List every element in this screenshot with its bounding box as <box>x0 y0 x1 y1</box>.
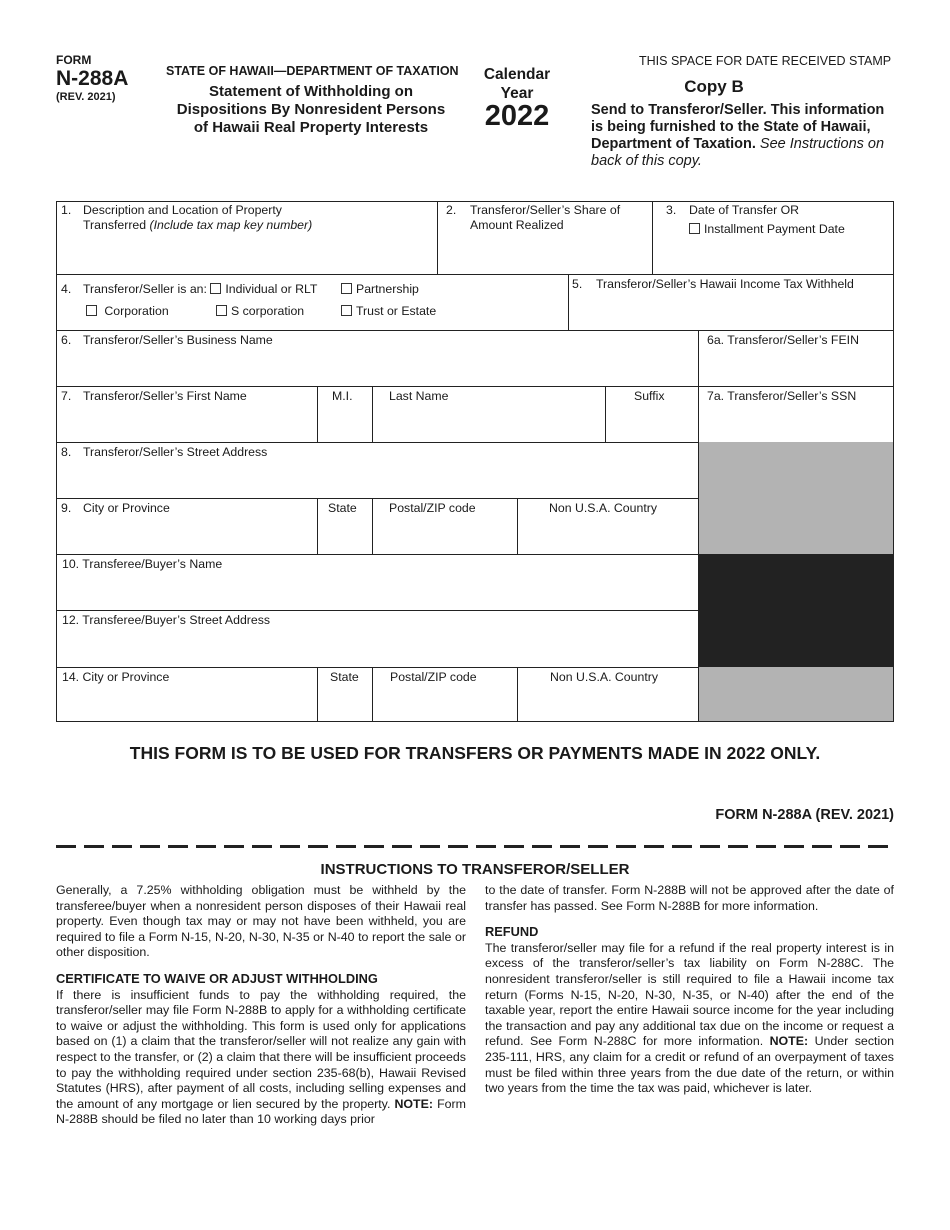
certificate-note-continued: to the date of transfer. Form N-288B will not be approved after the date of transfer has passed. See Form N-288B for more information. <box>485 883 894 913</box>
form-revision: (REV. 2021) <box>56 91 116 103</box>
partnership-checkbox[interactable] <box>341 283 352 294</box>
field-1-label: Description and Location of Property <box>83 203 282 217</box>
field-12-label: 12. Transferee/Buyer’s Street Address <box>62 613 271 627</box>
form-number: N-288A <box>56 67 129 90</box>
field-6-number: 6. <box>61 333 72 347</box>
field-7-suffix-label: Suffix <box>634 389 665 403</box>
title-line-3: of Hawaii Real Property Interests <box>193 119 429 136</box>
refund-body: The transferor/seller may file for a refund if the real property interest is in excess of the transferor/seller’s tax liability on Form N-288C. The nonresident transferor/seller is still required to file a Hawaii income tax return (Forms N-15, N-20, N-30, N-35, or N-40) after the end of the taxable year, report the entire Hawaii source income for the year including the transaction and pay any additional tax due on the income or request a refund. See Form N-288C for more information. <box>485 940 894 1049</box>
field-7a-label: 7a. Transferor/Seller’s SSN <box>707 389 857 403</box>
send-bold-text: Send to Transferor/Seller. This information is being furnished to the State of Hawaii, Department of Taxation. <box>591 102 885 152</box>
installment-payment-option[interactable] <box>689 222 845 237</box>
copy-label: Copy B <box>684 77 744 96</box>
individual-checkbox[interactable] <box>210 283 221 294</box>
field-2-label: Transferor/Seller’s Share of <box>470 203 621 217</box>
field-6a-label: 6a. Transferor/Seller’s FEIN <box>707 333 859 347</box>
field-9-country-label: Non U.S.A. Country <box>549 501 657 515</box>
year-label: Year <box>500 85 534 102</box>
s-corporation-checkbox[interactable] <box>216 305 227 316</box>
certificate-heading: CERTIFICATE TO WAIVE OR ADJUST WITHHOLDING <box>56 970 378 986</box>
title-line-2: Dispositions By Nonresident Persons <box>176 101 446 118</box>
certificate-note: Form N-288B should be filed no later than 10 working days prior <box>56 1096 466 1127</box>
date-stamp-area: THIS SPACE FOR DATE RECEIVED STAMP <box>639 54 892 68</box>
field-14-country-label: Non U.S.A. Country <box>550 670 658 684</box>
cut-line <box>56 845 894 848</box>
partnership-label: Partnership <box>356 282 419 296</box>
field-4-number: 4. <box>61 282 72 296</box>
corporation-checkbox[interactable] <box>86 305 97 316</box>
field-3-number: 3. <box>666 203 677 217</box>
form-label: FORM <box>56 53 92 67</box>
individual-label: Individual or RLT <box>225 282 318 296</box>
field-7-label: Transferor/Seller’s First Name <box>83 389 247 403</box>
intro-paragraph: Generally, a 7.25% withholding obligation must be withheld by the transferee/buyer when a nonresident person disposes of their Hawaii real property. Even though tax may or may not have been withheld, you are required to file a Form N-15, N-20, N-30, N-35 or N-40 to report the sale or other disposition. <box>56 883 466 960</box>
field-1-hint: (Include tax map key number) <box>149 218 313 232</box>
trust-label: Trust or Estate <box>356 304 437 318</box>
tax-year: 2022 <box>484 100 550 132</box>
field-5-number: 5. <box>572 277 583 291</box>
refund-note: Under section 235-111, HRS, any claim for a credit or refund of an overpayment of taxes must be filed within three years from the due date of the return, or within two years from the time the tax was paid, whichever is later. <box>485 1034 894 1096</box>
field-8-label: Transferor/Seller’s Street Address <box>83 445 268 459</box>
trust-checkbox[interactable] <box>341 305 352 316</box>
certificate-paragraph <box>56 988 466 1128</box>
send-italic-text: See Instructions on back of this copy. <box>591 136 885 169</box>
send-instructions <box>591 102 896 170</box>
refund-note-label: NOTE: <box>769 1034 809 1049</box>
field-1-sublabel <box>83 218 312 233</box>
agency-name: STATE OF HAWAII—DEPARTMENT OF TAXATION <box>166 64 459 78</box>
instructions-title: INSTRUCTIONS TO TRANSFEROR/SELLER <box>320 861 630 878</box>
field-14-zip-label: Postal/ZIP code <box>390 670 477 684</box>
refund-heading: REFUND <box>485 924 539 940</box>
field-4-label <box>83 282 317 297</box>
partnership-option[interactable] <box>341 282 419 297</box>
field-6-label: Transferor/Seller’s Business Name <box>83 333 273 347</box>
field-7-mi-label: M.I. <box>332 389 353 403</box>
usage-notice: THIS FORM IS TO BE USED FOR TRANSFERS OR PAYMENTS MADE IN 2022 ONLY. <box>129 743 821 763</box>
title-line-1: Statement of Withholding on <box>208 83 413 100</box>
field-9-zip-label: Postal/ZIP code <box>389 501 476 515</box>
field-8-number: 8. <box>61 445 72 459</box>
field-9-number: 9. <box>61 501 72 515</box>
refund-paragraph <box>485 941 894 1097</box>
s-corporation-option[interactable] <box>216 304 304 319</box>
s-corporation-label: S corporation <box>231 304 305 318</box>
field-2-sublabel: Amount Realized <box>470 218 564 232</box>
corporation-option[interactable] <box>86 304 169 319</box>
field-5-label: Transferor/Seller’s Hawaii Income Tax Withheld <box>596 277 854 291</box>
corporation-label: Corporation <box>104 304 169 318</box>
field-7-last-name-label: Last Name <box>389 389 449 403</box>
footer-form-id: FORM N-288A (REV. 2021) <box>715 807 894 823</box>
installment-label: Installment Payment Date <box>704 222 845 236</box>
field-14-label: 14. City or Province <box>62 670 170 684</box>
instructions-left-column <box>56 883 466 1128</box>
certificate-body: If there is insufficient funds to pay the withholding required, the transferor/seller may file Form N-288B to apply for a withholding certificate to waive or adjust the withholding. This form is used only for applications based on (1) a claim that the transferor/seller will not realize any gain with respect to the transfer, or (2) a claim that there will be insufficient proceeds to pay the withholding required under section 235-68(b), Hawaii Revised Statutes (HRS), after payment of all costs, including selling expenses and the amount of any mortgage or lien secured by the property. <box>56 987 466 1111</box>
field-14-state-label: State <box>330 670 359 684</box>
trust-option[interactable] <box>341 304 436 319</box>
withholding-form <box>56 201 894 722</box>
field-4-prefix: Transferor/Seller is an: <box>83 282 207 296</box>
field-1-number: 1. <box>61 203 72 217</box>
field-7-number: 7. <box>61 389 72 403</box>
installment-checkbox[interactable] <box>689 223 700 234</box>
field-3-label: Date of Transfer OR <box>689 203 800 217</box>
instructions-right-column <box>485 883 894 1097</box>
field-1-transferred: Transferred <box>83 218 147 232</box>
document-title <box>156 83 466 137</box>
field-9-state-label: State <box>328 501 357 515</box>
field-2-number: 2. <box>446 203 457 217</box>
field-9-label: City or Province <box>83 501 170 515</box>
certificate-note-label: NOTE: <box>394 1096 434 1111</box>
calendar-label: Calendar <box>483 66 551 83</box>
calendar-year-label <box>472 65 562 103</box>
field-10-label: 10. Transferee/Buyer’s Name <box>62 557 223 571</box>
